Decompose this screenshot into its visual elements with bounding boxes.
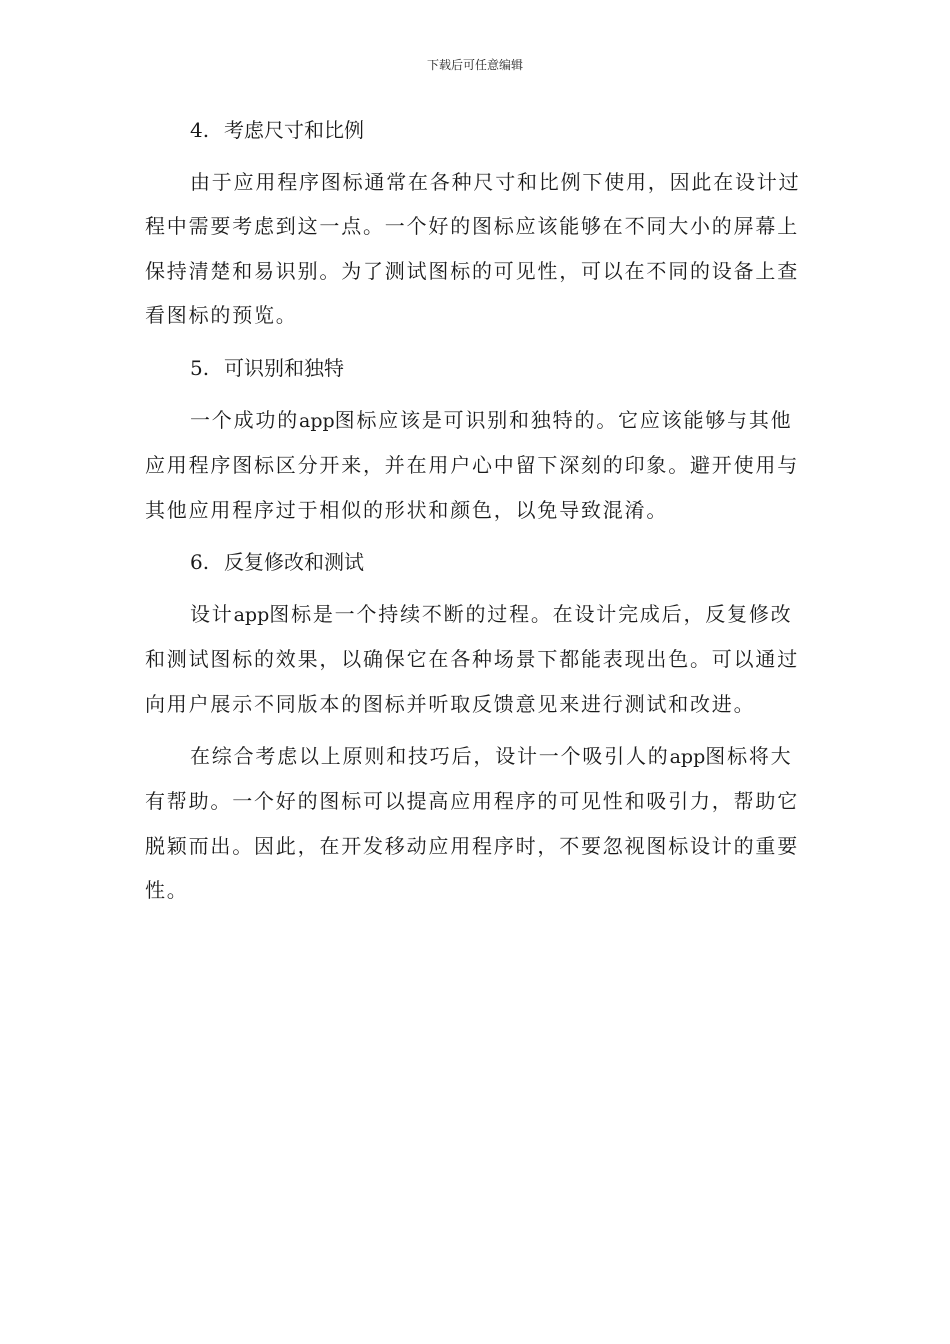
section-number: 4. bbox=[190, 118, 210, 142]
section-heading-4 bbox=[190, 116, 364, 144]
section-paragraph-5 bbox=[145, 398, 805, 532]
paragraph-term: app bbox=[233, 604, 270, 626]
paragraph-text: 图标将大有帮助。一个好的图标可以提高应用程序的可见性和吸引力，帮助它脱颖而出。因此，在开发移动应用程序时，不要忽视图标设计的重要性。 bbox=[145, 744, 799, 902]
paragraph-term: app bbox=[669, 746, 706, 768]
paragraph-text: 图标应该是可识别和独特的。它应该能够与其他应用程序图标区分开来，并在用户心中留下深刻的印象。避开使用与其他应用程序过于相似的形状和颜色，以免导致混淆。 bbox=[145, 408, 799, 522]
page-header-note: 下载后可任意编辑 bbox=[426, 58, 523, 72]
section-paragraph-4: 由于应用程序图标通常在各种尺寸和比例下使用，因此在设计过程中需要考虑到这一点。一个好的图标应该能够在不同大小的屏幕上保持清楚和易识别。为了测试图标的可见性，可以在不同的设备上查看图标的预览。 bbox=[145, 170, 801, 327]
section-number: 5. bbox=[190, 356, 210, 380]
conclusion-paragraph bbox=[145, 734, 805, 912]
section-number: 6. bbox=[190, 550, 210, 574]
paragraph-term: app bbox=[299, 410, 335, 432]
section-title: 可识别和独特 bbox=[224, 356, 344, 380]
paragraph-text: 设计 bbox=[190, 602, 234, 626]
section-heading-5 bbox=[190, 354, 344, 382]
paragraph-text: 图标是一个持续不断的过程。在设计完成后，反复修改和测试图标的效果，以确保它在各种场景下都能表现出色。可以通过向用户展示不同版本的图标并听取反馈意见来进行测试和改进。 bbox=[145, 602, 799, 716]
paragraph-text: 一个成功的 bbox=[190, 408, 299, 432]
section-paragraph-6 bbox=[145, 592, 805, 726]
section-title: 考虑尺寸和比例 bbox=[224, 118, 364, 142]
section-heading-6 bbox=[190, 548, 364, 576]
section-title: 反复修改和测试 bbox=[224, 550, 364, 574]
paragraph-text: 在综合考虑以上原则和技巧后，设计一个吸引人的 bbox=[190, 744, 670, 768]
